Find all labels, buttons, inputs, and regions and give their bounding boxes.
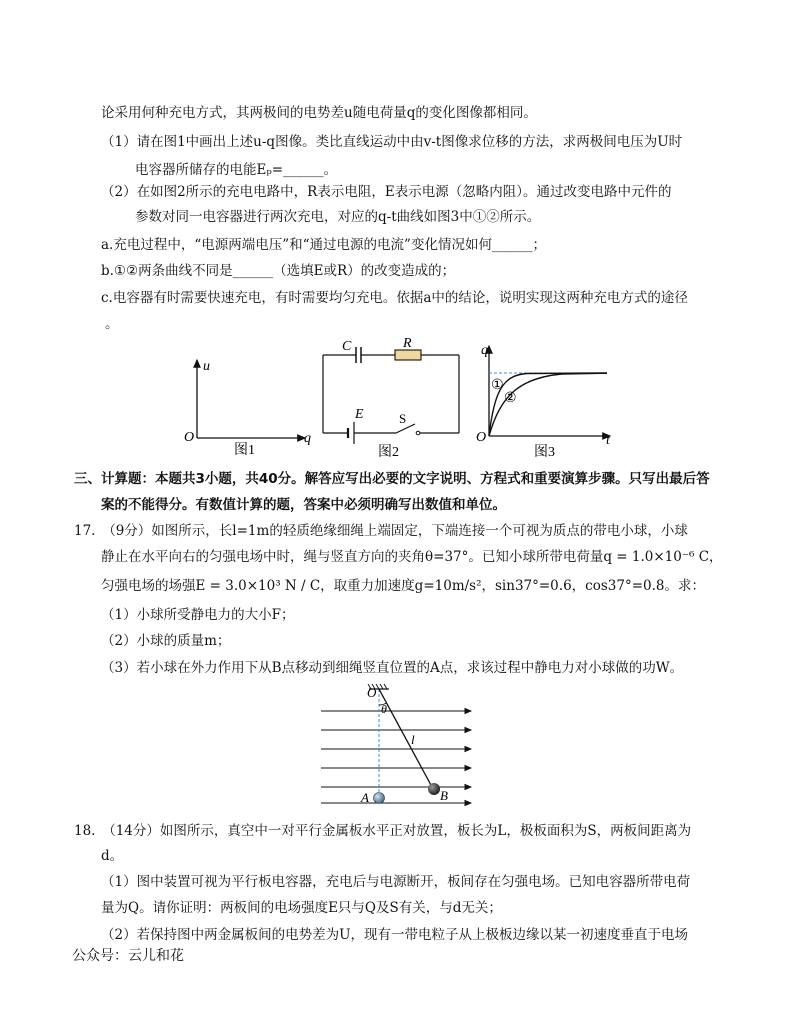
figure-caption: 图3: [534, 445, 555, 460]
figure-2-circuit: [318, 338, 466, 462]
section-heading: 案的不能得分。有数值计算的题，答案中必须明确写出数值和单位。: [101, 497, 506, 513]
footer-text: 公众号：云儿和花: [72, 948, 184, 964]
text-line: 。: [105, 316, 119, 332]
figure-3: [472, 338, 622, 462]
text-line: （1）请在图1中画出上述u-q图像。类比直线运动中由v-t图像求位移的方法，求两极间电压为U时: [101, 134, 683, 150]
point-O-label: O: [367, 685, 377, 700]
curve-1-label: ①: [491, 378, 504, 393]
question-18-line: 量为Q。请你证明：两板间的电场强度E只与Q及S有关，与d无关；: [101, 900, 502, 916]
question-17-line: 匀强电场的场强E = 3.0×10³ N / C，取重力加速度g=10m/s²，sin37°=0.6，cos37°=0.8。求：: [101, 578, 705, 594]
string: [379, 689, 432, 787]
ball-B: [428, 783, 440, 795]
question-18-line: d。: [101, 848, 124, 864]
length-label: l: [411, 732, 415, 747]
text-line: 电容器所储存的电能Eₚ=______。: [135, 162, 338, 178]
source-label: E: [355, 407, 364, 422]
ball-A: [374, 793, 385, 804]
point-A-label: A: [361, 790, 369, 805]
axis-label-u: u: [203, 359, 210, 374]
figure-1: [180, 348, 320, 458]
text-line: 论采用何种充电方式，其两极间的电势差u随电荷量q的变化图像都相同。: [101, 105, 537, 121]
text-line: b.①②两条曲线不同是______（选填E或R）的改变造成的；: [101, 263, 456, 279]
figure-caption: 图2: [378, 445, 399, 460]
question-18-line: （1）图中装置可视为平行板电容器，充电后与电源断开，板间存在匀强电场。已知电容器所带电荷: [101, 874, 691, 890]
axis-label-q: q: [481, 343, 488, 358]
question-18-line: 18. （14分）如图所示，真空中一对平行金属板水平正对放置，板长为L，极板面积为S，两板间距离为: [74, 823, 692, 839]
axis-label-q: q: [304, 431, 311, 446]
text-line: 参数对同一电容器进行两次充电，对应的q-t曲线如图3中①②所示。: [135, 209, 541, 225]
curve-2-label: ②: [504, 391, 517, 406]
question-17-line: 17. （9分）如图所示，长l=1m的轻质绝缘细绳上端固定，下端连接一个可视为质点的带电小球，小球: [74, 523, 688, 539]
text-line: （2）在如图2所示的充电电路中，R表示电阻，E表示电源（忽略内阻）。通过改变电路中元件的: [101, 184, 672, 200]
origin-label: O: [476, 430, 487, 445]
switch-label: S: [399, 411, 407, 426]
switch-contact: [416, 431, 420, 435]
origin-label: O: [184, 430, 195, 445]
section-heading: 三、计算题：本题共3小题，共40分。解答应写出必要的文字说明、方程式和重要演算步骤。只写出最后答: [74, 471, 710, 487]
resistor: [395, 350, 421, 360]
question-17-line: （1）小球所受静电力的大小F；: [101, 607, 295, 623]
figure-caption: 图1: [234, 443, 255, 458]
question-18-line: （2）若保持图中两金属板间的电势差为U，现有一带电粒子从上极板边缘以某一初速度垂直于电场: [101, 927, 688, 943]
question-17-line: （2）小球的质量m；: [101, 633, 231, 649]
point-B-label: B: [440, 788, 448, 803]
figure-pendulum: [315, 683, 475, 808]
angle-label: θ: [381, 702, 387, 716]
question-17-line: 静止在水平向右的匀强电场中时，绳与竖直方向的夹角θ=37°。已知小球所带电荷量q = 1.0×10⁻⁶ C，: [101, 549, 723, 565]
text-line: a.充电过程中，“电源两端电压”和“通过电源的电流”变化情况如何______；: [101, 237, 546, 253]
capacitor-label: C: [342, 339, 352, 354]
axis-label-t: t: [606, 433, 610, 448]
text-line: c.电容器有时需要快速充电，有时需要均匀充电。依据a中的结论，说明实现这两种充电方式的途径: [101, 290, 688, 306]
question-17-line: （3）若小球在外力作用下从B点移动到细绳竖直位置的A点，求该过程中静电力对小球做的功W。: [101, 660, 684, 676]
resistor-label: R: [403, 338, 412, 351]
